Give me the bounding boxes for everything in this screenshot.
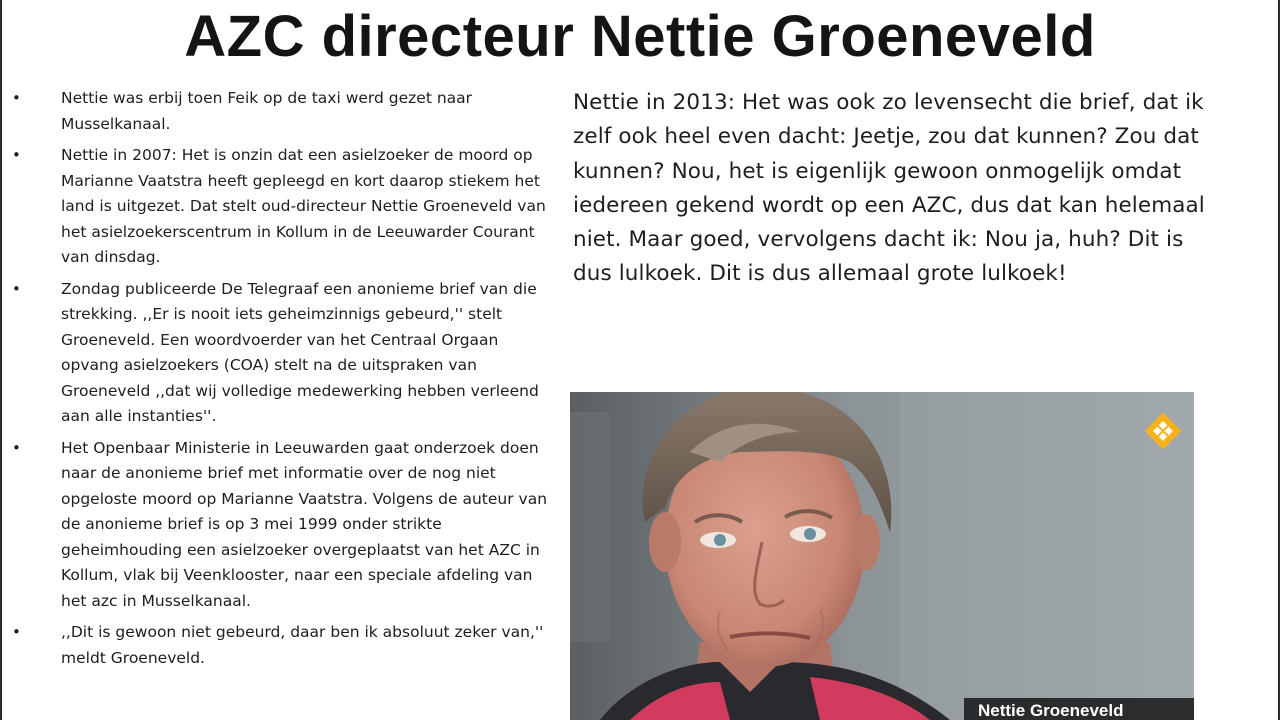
bullet-list xyxy=(12,86,548,677)
bullet-text: Nettie was erbij toen Feik op de taxi werd gezet naar Musselkanaal. xyxy=(61,89,473,133)
bullet-text: Nettie in 2007: Het is onzin dat een asielzoeker de moord op Marianne Vaatstra heeft gepleegd en kort daarop stiekem het land is uitgezet. Dat stelt oud-directeur Nettie Groeneveld van het asielzoekerscentrum in Kollum in de Leeuwarder Courant van dinsdag. xyxy=(61,146,546,266)
quote-text: Nettie in 2013: Het was ook zo levensecht die brief, dat ik zelf ook heel even dacht: Jeetje, zou dat kunnen? Zou dat kunnen? Nou, het is eigenlijk gewoon onmogelijk omdat iedereen gekend wordt op een AZC, dus dat kan helemaal niet. Maar goed, vervolgens dacht ik: Nou ja, huh? Dit is dus lulkoek. Dit is dus allemaal grote lulkoek! xyxy=(573,90,1205,287)
bullet-text: Het Openbaar Ministerie in Leeuwarden gaat onderzoek doen naar de anonieme brief met informatie over de nog niet opgeloste moord op Marianne Vaatstra. Volgens de auteur van de anonieme brief is op 3 mei 1999 onder strikte geheimhouding een asielzoeker overgeplaatst van het AZC in Kollum, vlak bij Veenklooster, naar een speciale afdeling van het azc in Musselkanaal. xyxy=(61,438,548,610)
bullet-item xyxy=(12,436,548,615)
bullet-item xyxy=(12,86,548,137)
bullet-dot-icon: • xyxy=(12,623,21,641)
bullet-dot-icon: • xyxy=(12,279,21,298)
name-caption: Nettie Groeneveld xyxy=(964,698,1194,720)
slide-title: AZC directeur Nettie Groeneveld xyxy=(184,3,1096,69)
bullet-text: ,,Dit is gewoon niet gebeurd, daar ben ik absoluut zeker van,'' meldt Groeneveld. xyxy=(61,623,544,667)
bullet-item xyxy=(12,277,548,430)
interview-photo xyxy=(570,392,1194,720)
broadcaster-logo-icon xyxy=(1144,412,1182,450)
bullet-text: Zondag publiceerde De Telegraaf een anonieme brief van die strekking. ,,Er is nooit iets geheimzinnigs gebeurd,'' stelt Groeneveld. Een woordvoerder van het Centraal Orgaan opvang asielzoekers (COA) stelt na de uitspraken van Groeneveld ,,dat wij volledige medewerking hebben verleend aan alle instanties''. xyxy=(61,279,539,425)
bullet-dot-icon: • xyxy=(12,438,21,457)
bullet-item xyxy=(12,143,548,271)
bullet-dot-icon: • xyxy=(12,89,21,107)
slide-frame-left xyxy=(0,0,2,720)
bullet-item xyxy=(12,620,548,671)
portrait-illustration xyxy=(570,392,1194,720)
bullet-dot-icon: • xyxy=(12,146,21,164)
